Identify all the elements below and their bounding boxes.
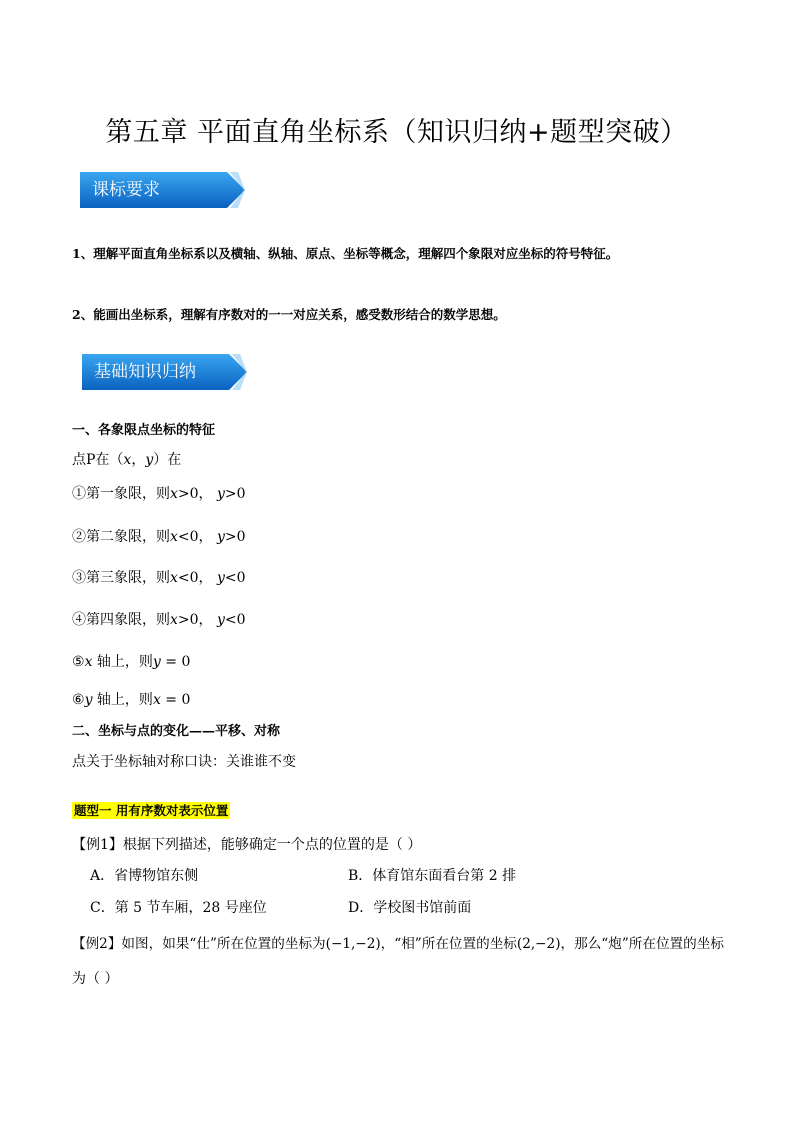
var-x: x [123,452,132,468]
intro-suffix: ）在 [153,452,182,468]
example-1-option-a: A．省博物馆东侧 [90,868,199,884]
y-condition: <0 [224,612,246,628]
rule-cond: = 0 [160,654,191,670]
example-2-line-2: 为（ ） [72,971,119,987]
quadrant-label: ③第三象限，则 [72,570,170,586]
x-condition: >0 [177,612,199,628]
rule-prefix: ⑥ [72,692,85,708]
quadrant-2: ②第二象限，则x<0， y>0 [72,529,246,545]
quadrant-3: ③第三象限，则x<0， y<0 [72,570,246,586]
requirement-1: 1、理解平面直角坐标系以及横轴、纵轴、原点、坐标等概念，理解四个象限对应坐标的符号特征。 [72,246,619,261]
cond-var: y [152,654,161,670]
rule-prefix: ⑤ [72,654,85,670]
rule-middle: 轴上，则 [92,654,153,670]
axis-var: y [84,692,93,708]
question-type-1-heading [72,800,230,819]
y-condition: >0 [224,529,246,545]
banner-requirements [80,172,245,208]
y-condition: <0 [224,570,246,586]
y-axis-rule [72,689,190,709]
banner-label: 课标要求 [92,180,160,200]
var-y: y [145,452,154,468]
section-heading-quadrants: 一、各象限点坐标的特征 [72,423,216,438]
example-1-option-b: B．体育馆东面看台第 2 排 [348,868,517,884]
rule-middle: 轴上，则 [92,692,153,708]
var-x: x [170,486,178,502]
example-2-line-1: 【例2】如图，如果“仕”所在位置的坐标为(−1,−2)，“相”所在位置的坐标(2,−2)，那么“炮”所在位置的坐标 [72,936,724,952]
example-1-option-d: D．学校图书馆前面 [348,900,472,916]
var-x: x [170,570,178,586]
x-condition: <0 [177,570,199,586]
intro-sep: ， [131,452,146,468]
point-intro [72,449,181,469]
x-axis-rule [72,651,190,671]
example-1-question: 【例1】根据下列描述，能够确定一个点的位置的是（ ） [72,837,422,853]
quadrant-label: ②第二象限，则 [72,529,170,545]
requirement-2: 2、能画出坐标系，理解有序数对的一一对应关系，感受数形结合的数学思想。 [72,307,506,322]
section-heading-transform: 二、坐标与点的变化——平移、对称 [72,724,281,739]
rule-cond: = 0 [160,692,191,708]
x-condition: <0 [177,529,199,545]
var-y: y [217,612,225,628]
quadrant-4: ④第四象限，则x>0， y<0 [72,612,246,628]
axis-var: x [84,654,93,670]
var-x: x [170,612,178,628]
highlighted-heading: 题型一 用有序数对表示位置 [74,803,229,818]
cond-var: x [152,692,161,708]
var-x: x [170,529,178,545]
var-y: y [217,486,225,502]
var-y: y [217,570,225,586]
banner-label: 基础知识归纳 [94,362,196,382]
page-title: 第五章 平面直角坐标系（知识归纳+题型突破） [105,117,688,148]
quadrant-1: ①第一象限，则x>0， y>0 [72,486,246,502]
banner-knowledge [82,354,247,390]
x-condition: >0 [177,486,199,502]
intro-prefix: 点P在（ [72,452,124,468]
example-1-option-c: C．第 5 节车厢，28 号座位 [90,900,267,916]
quadrant-label: ④第四象限，则 [72,612,170,628]
quadrant-label: ①第一象限，则 [72,486,170,502]
symmetry-rule: 点关于坐标轴对称口诀：关谁谁不变 [72,754,296,770]
y-condition: >0 [224,486,246,502]
var-y: y [217,529,225,545]
